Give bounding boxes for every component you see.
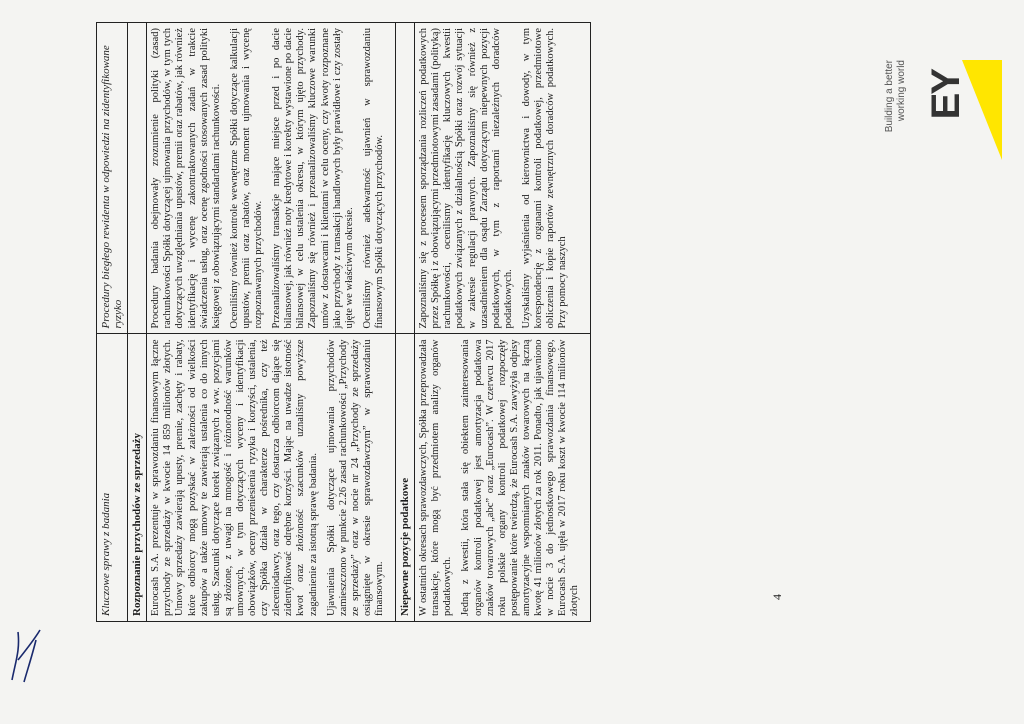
section1-left-p2: Ujawnienia Spółki dotyczące ujmowania przychodów zamieszczono w punkcie 2.26 zasad rachunkowości „Przychody ze sprzedaży” oraz w nocie nr 24 „Przychody ze sprzedaży osiągnięte w okresie sprawozdawczym” w sprawozdaniu finansowym. (325, 339, 385, 616)
section1-right-p4: Oceniliśmy również adekwatność ujawnień w sprawozdaniu finansowym Spółki dotyczących przychodów. (361, 28, 385, 329)
section1-right-p1: Procedury badania obejmowały zrozumienie polityki (zasad) rachunkowości Spółki dotyczącej ujmowania przychodów, w tym tych dotyczących uwzględniania upustów, premii oraz rabatów, jak również identyfikację i wycenę zakontraktowanych zadań w trakcie świadczenia usług, oraz ocenę zgodności stosowanych zasad polityki księgowej z obowiązującymi standardami rachunkowości. (150, 28, 222, 329)
section2-right (415, 23, 591, 334)
tagline-line-1: Building a better (884, 60, 895, 133)
section1-row (147, 23, 396, 622)
col-left-header: Kluczowe sprawy z badania (97, 334, 128, 622)
rotated-content (90, 0, 850, 640)
document-page (90, 0, 850, 640)
section1-right (147, 23, 396, 334)
page-number: 4 (770, 594, 784, 600)
logo-mark-text: EY (924, 70, 968, 120)
logo-beam-icon (960, 60, 1005, 165)
section1-left (147, 334, 396, 622)
section1-title: Rozpoznanie przychodów ze sprzedaży (128, 334, 147, 622)
section2-left-p1: W ostatnich okresach sprawozdawczych, Spółka przeprowadzała transakcje, które mogą być przedmiotem analizy organów podatkowych. (418, 339, 454, 616)
table-header-row (97, 23, 128, 622)
section1-right-p2: Oceniliśmy również kontrole wewnętrzne Spółki dotyczące kalkulacji upustów, premii oraz rabatów, oraz moment ujmowania i wycenę rozpoznawanych przychodów. (228, 28, 265, 329)
audit-matters-table (96, 22, 591, 622)
section2-title-spacer (396, 23, 415, 334)
section2-row (415, 23, 591, 622)
section2-title: Niepewne pozycje podatkowe (396, 334, 415, 622)
section2-left (415, 334, 591, 622)
logo-tagline (880, 60, 920, 170)
section1-title-row (128, 23, 147, 622)
section2-right-p2: Uzyskaliśmy wyjaśnienia od kierownictwa i dowody, w tym korespondencję z organami kontroli podatkowej, przedmiotowe obliczenia i kopie raportów zewnętrznych doradców podatkowych. Przy pomocy naszych (520, 28, 569, 329)
section2-right-p1: Zapoznaliśmy się z procesem sporządzania rozliczeń podatkowych przez Spółkę i z obowiązującymi przedmiotowymi zasadami (polityką) rachunkowości, ocenilismy identyfikację kluczowych kwestii podatkowych związanych z działalnością Spółki oraz rozwój sytuacji w zakresie regulacji prawnych. Zapoznaliśmy się również z uzasadnieniem dla osądu Zarządu dotyczącym niepewnych pozycji podatkowych, w tym z raportami niezależnych doradców podatkowych. (418, 28, 514, 329)
section1-left-p1: Eurocash S.A. prezentuje w sprawozdaniu finansowym łączne przychody ze sprzedaży w kwocie 14 859 milionów złotych. Umowy sprzedaży zawierają upusty, premie, zachęty i rabaty, które odbiorcy mogą pozyskać w zależności od wielkości zakupów a także umowy te zawierają ustalenia co do innych usług. Szacunki dotyczące korekt związanych z ww. pozycjami są złożone, z uwagi na mnogość i różnorodność warunków umownych, w tym dotyczących wyceny i identyfikacji obowiązków, oceny przeniesienia ryzyka i korzyści, ustalenia, czy Spółka działa w charakterze pośrednika, czy też zleceniodawcy, oraz tego, czy dostarcza odbiorcom dające się zidentyfikować odrębne korzyści. Mając na uwadze istotność kwot oraz złożoność szacunków uznaliśmy powyższe zagadnienie za istotną sprawę badania. (150, 339, 319, 616)
tagline-line-2: working world (896, 60, 907, 122)
section1-right-p3: Przeanalizowaliśmy transakcje mające miejsce przed i po dacie bilansowej, jak również noty kredytowe i korekty wystawione po dacie bilansowej w celu ustalenia okresu, w którym ujęto przychody. Zapoznaliśmy się również i przeanalizowaliśmy kluczowe warunki umów z dostawcami i klientami w celu oceny, czy kwoty rozpoznane jako przychody z transakcji handlowych były prawidłowe i czy zostały ujęte we właściwym okresie. (271, 28, 355, 329)
section1-title-spacer (128, 23, 147, 334)
col-right-header: Procedury biegłego rewidenta w odpowiedzi na zidentyfikowane ryzyko (97, 23, 128, 334)
section2-left-p2: Jedną z kwestii, która stała się obiektem zainteresowania organów kontroli podatkowej jest amortyzacja podatkowa znaków towarowych „abc” oraz „Eurocash”. W czerwcu 2017 roku polskie organy kontroli podatkowej rozpoczęły postępowanie które twierdzą, że Eurocash S.A. zawyżyła odpisy amortyzacyjne wspomnianych znaków towarowych na łączną kwotę 41 milionów złotych za rok 2011. Ponadto, jak ujawniono w nocie 3 do jednostkowego sprawozdania finansowego, Eurocash S.A. ujęła w 2017 roku koszt w kwocie 114 milionów złotych (460, 339, 581, 616)
handwritten-initials (6, 620, 46, 690)
section2-title-row (396, 23, 415, 622)
